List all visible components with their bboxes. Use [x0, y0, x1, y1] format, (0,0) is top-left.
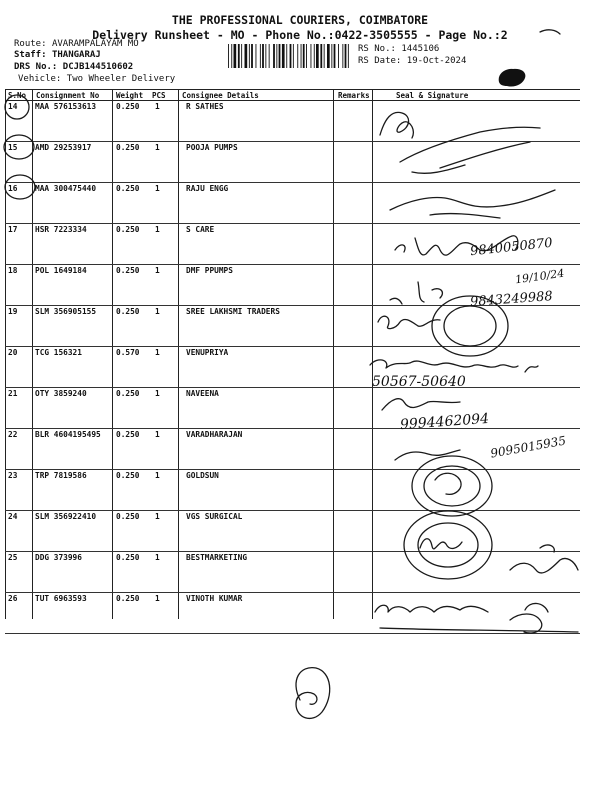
pcs-cell: 1 — [155, 389, 160, 398]
barcode-bar — [238, 44, 240, 68]
barcode-bar — [245, 44, 248, 68]
drs-line — [14, 62, 133, 72]
barcode-bar — [301, 44, 302, 68]
consignee-cell: NAVEENA — [186, 389, 219, 398]
consignment-cell: OTY 3859240 — [35, 389, 87, 398]
barcode-bar — [276, 44, 277, 68]
consignee-cell: BESTMARKETING — [186, 553, 248, 562]
handwritten-phone: 9095015935 — [489, 433, 567, 461]
consignment-cell: AMD 29253917 — [35, 143, 92, 152]
stamp-inner-ring — [444, 306, 496, 346]
barcode-bar — [251, 44, 253, 68]
route-value: AVARAMPALAYAM MO — [51, 39, 139, 49]
weight-cell: 0.250 — [116, 143, 140, 152]
consignee-cell: SREE LAKHSMI TRADERS — [186, 307, 280, 316]
row-divider — [5, 592, 580, 593]
ink-blot — [495, 64, 529, 90]
barcode-bar — [348, 44, 349, 68]
barcode-bar — [256, 44, 257, 68]
handwritten-note: 50567-50640 — [372, 374, 466, 390]
row-divider — [5, 469, 580, 470]
barcode-bar — [338, 44, 339, 68]
consignee-cell: VINOTH KUMAR — [186, 594, 243, 603]
col-divider — [333, 89, 334, 619]
col-header-signature: Seal & Signature — [396, 91, 469, 100]
pcs-cell: 1 — [155, 307, 160, 316]
barcode-bar — [331, 44, 332, 68]
consignee-cell: R SATHES — [186, 102, 224, 111]
handwritten-signature — [390, 282, 442, 304]
rubber-stamp — [412, 456, 492, 516]
col-header-consignment: Consignment No — [36, 91, 100, 100]
weight-cell: 0.250 — [116, 553, 140, 562]
sno-cell: 14 — [8, 102, 18, 111]
sno-cell: 19 — [8, 307, 18, 316]
col-divider — [112, 89, 113, 619]
weight-cell: 0.250 — [116, 512, 140, 521]
staff-label: Staff: — [14, 50, 47, 60]
col-header-sno: S.No — [8, 91, 27, 100]
consignee-cell: RAJU ENGG — [186, 184, 229, 193]
row-divider — [5, 264, 580, 265]
rs-no-value: 1445106 — [401, 44, 440, 54]
barcode — [228, 44, 352, 68]
vehicle-label: Vehicle: — [18, 74, 62, 84]
pcs-cell: 1 — [155, 184, 160, 193]
pcs-cell: 1 — [155, 143, 160, 152]
route-line — [14, 39, 139, 49]
weight-cell: 0.250 — [116, 389, 140, 398]
col-header-weight: Weight — [116, 91, 144, 100]
consignment-cell: MAA 576153613 — [35, 102, 97, 111]
barcode-bar — [320, 44, 322, 68]
sno-cell: 26 — [8, 594, 18, 603]
barcode-bar — [269, 44, 270, 68]
handwritten-signature — [400, 127, 540, 173]
staff-value: THANGARAJ — [51, 50, 101, 60]
rs-date-label: RS Date: — [358, 56, 402, 66]
barcode-bar — [286, 44, 287, 68]
weight-cell: 0.250 — [116, 184, 140, 193]
sno-cell: 17 — [8, 225, 18, 234]
col-divider — [178, 89, 179, 619]
rs-date-value: 19-Oct-2024 — [406, 56, 467, 66]
weight-cell: 0.250 — [116, 225, 140, 234]
barcode-bar — [273, 44, 275, 68]
handwritten-date: 19/10/24 — [514, 266, 566, 287]
sno-cell: 25 — [8, 553, 18, 562]
row-divider — [5, 387, 580, 388]
barcode-bar — [249, 44, 250, 68]
weight-cell: 0.250 — [116, 102, 140, 111]
sno-cell: 22 — [8, 430, 18, 439]
row-divider — [5, 141, 580, 142]
barcode-bar — [324, 44, 325, 68]
pcs-cell: 1 — [155, 102, 160, 111]
barcode-bar — [345, 44, 347, 68]
sno-cell: 24 — [8, 512, 18, 521]
row-divider — [5, 182, 580, 183]
handwritten-underline — [380, 628, 578, 632]
weight-cell: 0.250 — [116, 430, 140, 439]
barcode-bar — [260, 44, 261, 68]
barcode-bar — [262, 44, 264, 68]
col-header-remarks: Remarks — [338, 91, 370, 100]
handwritten-signature — [420, 539, 462, 549]
barcode-bar — [279, 44, 281, 68]
barcode-bar — [311, 44, 312, 68]
table-top-border — [5, 89, 580, 90]
row-divider — [5, 551, 580, 552]
route-label: Route: — [14, 39, 47, 49]
consignment-cell: POL 1649184 — [35, 266, 87, 275]
consignee-cell: VGS SURGICAL — [186, 512, 243, 521]
consignee-cell: GOLDSUN — [186, 471, 219, 480]
consignment-cell: MAA 300475440 — [35, 184, 97, 193]
rs-no-label: RS No.: — [358, 44, 396, 54]
stamp-inner-ring — [424, 466, 480, 506]
consignee-cell: VENUPRIYA — [186, 348, 229, 357]
weight-cell: 0.250 — [116, 266, 140, 275]
consignee-cell: VARADHARAJAN — [186, 430, 243, 439]
handwritten-signature — [380, 112, 413, 138]
consignment-cell: SLM 356905155 — [35, 307, 97, 316]
barcode-bar — [327, 44, 330, 68]
row-divider — [5, 428, 580, 429]
weight-cell: 0.250 — [116, 594, 140, 603]
row-divider — [5, 223, 580, 224]
row-divider — [5, 510, 580, 511]
pcs-cell: 1 — [155, 348, 160, 357]
handwritten-signature — [378, 316, 440, 328]
barcode-bar — [234, 44, 237, 68]
staff-line — [14, 50, 101, 60]
barcode-bar — [241, 44, 242, 68]
weight-cell: 0.250 — [116, 307, 140, 316]
row-divider — [5, 633, 580, 634]
barcode-bar — [314, 44, 315, 68]
handwritten-phone: 9994462094 — [399, 410, 490, 434]
stamp-inner-ring — [418, 523, 478, 567]
pcs-cell: 1 — [155, 594, 160, 603]
vehicle-value: Two Wheeler Delivery — [66, 74, 176, 84]
sno-cell: 16 — [8, 184, 18, 193]
pcs-cell: 1 — [155, 225, 160, 234]
barcode-bar — [282, 44, 285, 68]
handwritten-phone: 9843249988 — [469, 289, 554, 310]
barcode-bar — [265, 44, 266, 68]
pcs-cell: 1 — [155, 512, 160, 521]
barcode-bar — [231, 44, 232, 68]
consignment-cell: TRP 7819586 — [35, 471, 87, 480]
barcode-bar — [293, 44, 294, 68]
sno-cell: 15 — [8, 143, 18, 152]
barcode-bar — [334, 44, 336, 68]
pcs-cell: 1 — [155, 266, 160, 275]
handwritten-phone: 9840050870 — [469, 235, 554, 260]
col-divider — [32, 89, 33, 619]
handwritten-signature — [395, 450, 460, 460]
handwritten-scribble — [296, 668, 330, 719]
consignee-cell: DMF PPUMPS — [186, 266, 233, 275]
handwritten-signature — [390, 190, 555, 218]
barcode-bar — [303, 44, 305, 68]
barcode-bar — [228, 44, 229, 68]
rs-no-line — [358, 44, 439, 54]
pcs-cell: 1 — [155, 553, 160, 562]
barcode-bar — [342, 44, 343, 68]
sno-cell: 20 — [8, 348, 18, 357]
consignment-cell: TCG 156321 — [35, 348, 82, 357]
pcs-cell: 1 — [155, 471, 160, 480]
rs-date-line — [358, 56, 466, 66]
barcode-bar — [290, 44, 292, 68]
handwritten-mark — [435, 473, 461, 494]
consignee-cell: S CARE — [186, 225, 215, 234]
weight-cell: 0.250 — [116, 471, 140, 480]
runsheet-subtitle: Delivery Runsheet - MO - Phone No.:0422-3505555 - Page No.:2 — [92, 28, 508, 42]
handwritten-signature — [510, 558, 578, 572]
table-header-border — [5, 100, 580, 101]
rubber-stamp — [404, 511, 492, 579]
handwritten-signature — [370, 360, 518, 368]
consignment-cell: SLM 356922410 — [35, 512, 97, 521]
handwritten-mark — [525, 366, 538, 372]
col-header-consignee: Consignee Details — [182, 91, 259, 100]
barcode-bar — [306, 44, 307, 68]
sno-cell: 21 — [8, 389, 18, 398]
table-left-border — [5, 89, 6, 619]
sno-cell: 18 — [8, 266, 18, 275]
row-divider — [5, 346, 580, 347]
col-divider — [372, 89, 373, 619]
handwritten-signature — [375, 605, 488, 612]
weight-cell: 0.570 — [116, 348, 140, 357]
consignment-cell: HSR 7223334 — [35, 225, 87, 234]
sno-cell: 23 — [8, 471, 18, 480]
vehicle-line — [18, 74, 175, 84]
handwritten-mark — [510, 603, 548, 633]
drs-label: DRS No.: — [14, 62, 58, 72]
consignment-cell: DDG 373996 — [35, 553, 82, 562]
consignment-cell: TUT 6963593 — [35, 594, 87, 603]
handwritten-signature — [382, 399, 460, 410]
consignee-cell: POOJA PUMPS — [186, 143, 238, 152]
col-header-pcs: PCS — [152, 91, 166, 100]
barcode-bar — [297, 44, 298, 68]
drs-value: DCJB144510602 — [62, 62, 134, 72]
consignment-cell: BLR 4604195495 — [35, 430, 101, 439]
document-title: THE PROFESSIONAL COURIERS, COIMBATORE — [171, 13, 429, 27]
pcs-cell: 1 — [155, 430, 160, 439]
barcode-bar — [316, 44, 319, 68]
